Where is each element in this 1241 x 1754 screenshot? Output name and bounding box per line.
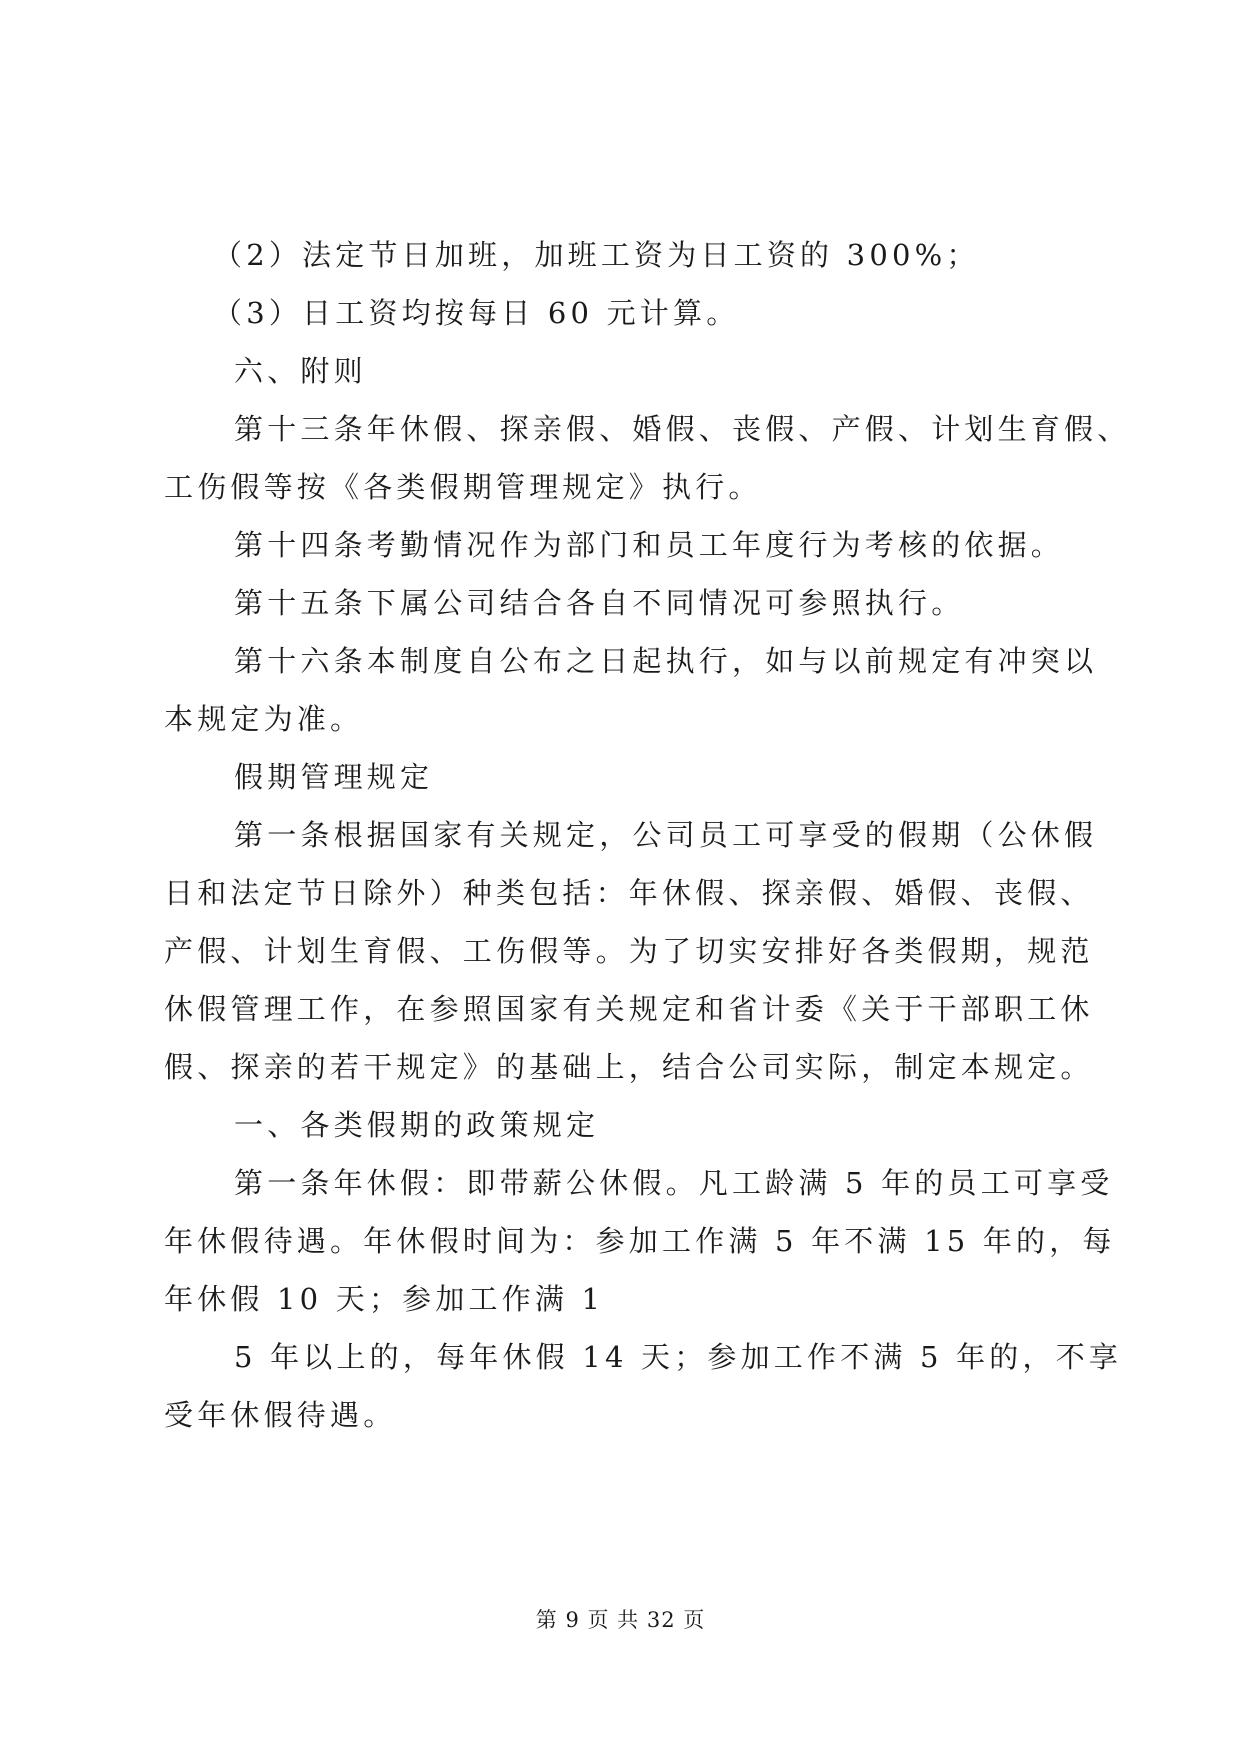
paragraph-line: 第十六条本制度自公布之日起执行，如与以前规定有冲突以 <box>234 644 1098 678</box>
page-footer <box>0 1604 1241 1636</box>
paragraph-line: 本规定为准。 <box>164 702 364 736</box>
paragraph-line: 日和法定节日除外）种类包括：年休假、探亲假、婚假、丧假、 <box>164 876 1094 910</box>
paragraph-line: （3）日工资均按每日 60 元计算。 <box>213 296 740 330</box>
paragraph-line: 第十三条年休假、探亲假、婚假、丧假、产假、计划生育假、 <box>234 412 1131 446</box>
paragraph-line: 假、探亲的若干规定》的基础上，结合公司实际，制定本规定。 <box>164 1050 1094 1084</box>
paragraph-line: 工伤假等按《各类假期管理规定》执行。 <box>164 470 762 504</box>
paragraph-line: 产假、计划生育假、工伤假等。为了切实安排好各类假期，规范 <box>164 934 1094 968</box>
paragraph-line: （2）法定节日加班，加班工资为日工资的 300%； <box>213 238 980 272</box>
paragraph-line: 年休假待遇。年休假时间为：参加工作满 5 年不满 15 年的，每 <box>164 1224 1116 1258</box>
paragraph-line: 第十五条下属公司结合各自不同情况可参照执行。 <box>234 586 965 620</box>
paragraph-line: 休假管理工作，在参照国家有关规定和省计委《关于干部职工休 <box>164 992 1094 1026</box>
paragraph-line: 第十四条考勤情况作为部门和员工年度行为考核的依据。 <box>234 528 1065 562</box>
paragraph-line: 年休假 10 天；参加工作满 1 <box>164 1282 605 1316</box>
page-number-label: 第 9 页 共 32 页 <box>535 1608 706 1632</box>
paragraph-line: 第一条年休假：即带薪公休假。凡工龄满 5 年的员工可享受 <box>234 1166 1114 1200</box>
paragraph-line: 5 年以上的，每年休假 14 天；参加工作不满 5 年的，不享 <box>234 1340 1123 1374</box>
paragraph-line: 第一条根据国家有关规定，公司员工可享受的假期（公休假 <box>234 818 1098 852</box>
section-heading: 六、附则 <box>234 354 367 388</box>
section-heading: 一、各类假期的政策规定 <box>234 1108 600 1142</box>
document-body <box>164 226 1131 1444</box>
paragraph-line: 受年休假待遇。 <box>164 1398 397 1432</box>
section-title: 假期管理规定 <box>234 760 434 794</box>
